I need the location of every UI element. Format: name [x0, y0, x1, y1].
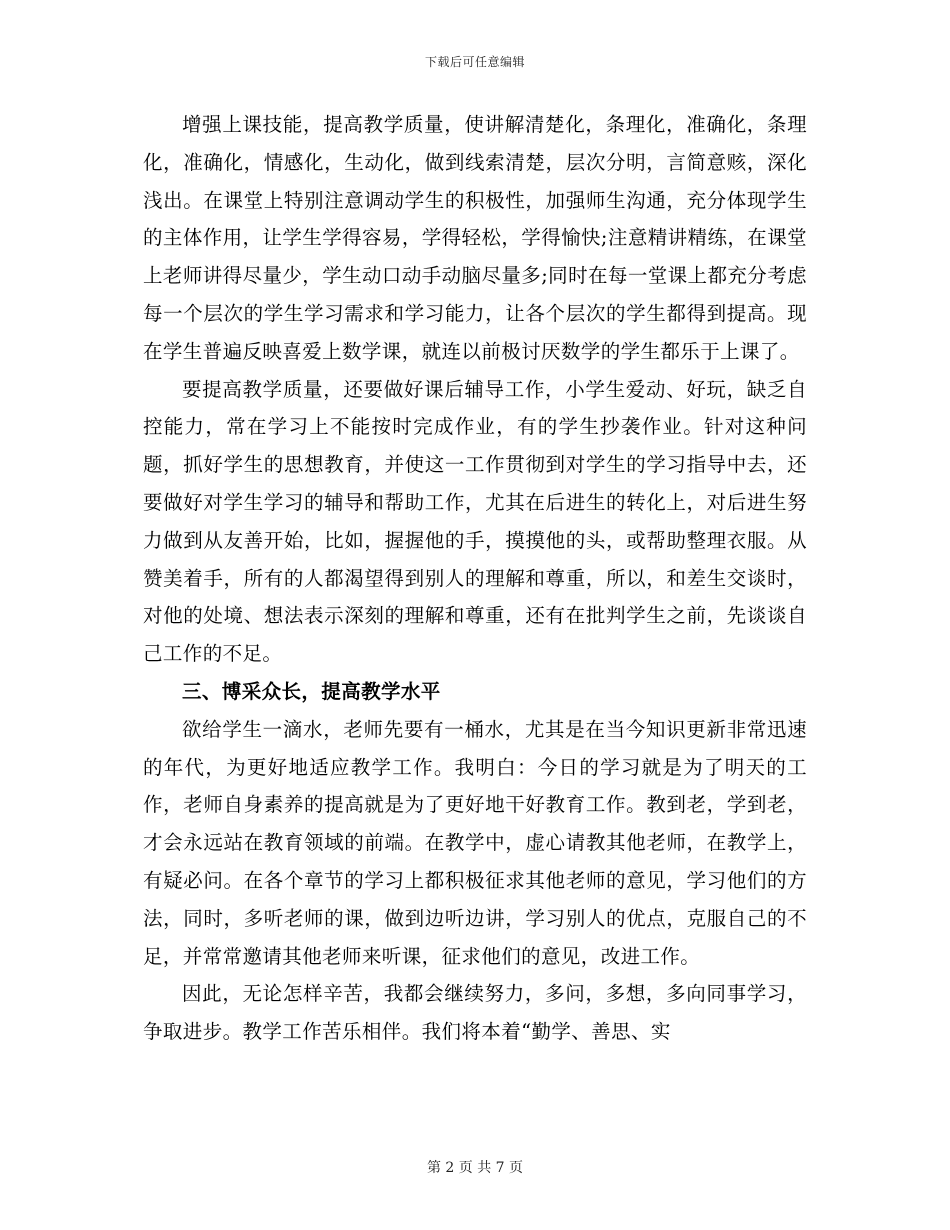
document-body — [143, 106, 807, 1051]
paragraph-conclusion: 因此，无论怎样辛苦，我都会继续努力，多问，多想，多向同事学习，争取进步。教学工作苦乐相伴。我们将本着“勤学、善思、实 — [143, 982, 807, 1044]
page-header: 下载后可任意编辑 — [424, 55, 525, 69]
paragraph-teaching-skills: 增强上课技能，提高教学质量，使讲解清楚化，条理化，准确化，条理化，准确化，情感化，生动化，做到线索清楚，层次分明，言简意赅，深化浅出。在课堂上特别注意调动学生的积极性，加强师生沟通，充分体现学生的主体作用，让学生学得容易，学得轻松，学得愉快;注意精讲精练，在课堂上老师讲得尽量少，学生动口动手动脑尽量多;同时在每一堂课上都充分考虑每一个层次的学生学习需求和学习能力，让各个层次的学生都得到提高。现在学生普遍反映喜爱上数学课，就连以前极讨厌数学的学生都乐于上课了。 — [143, 113, 807, 363]
page-footer: 第 2 页 共 7 页 — [426, 1160, 524, 1176]
paragraph-after-class-tutoring: 要提高教学质量，还要做好课后辅导工作，小学生爱动、好玩，缺乏自控能力，常在学习上不能按时完成作业，有的学生抄袭作业。针对这种问题，抓好学生的思想教育，并使这一工作贯彻到对学生的学习指导中去，还要做好对学生学习的辅导和帮助工作，尤其在后进生的转化上，对后进生努力做到从友善开始，比如，握握他的手，摸摸他的头，或帮助整理衣服。从赞美着手，所有的人都渴望得到别人的理解和尊重，所以，和差生交谈时，对他的处境、想法表示深刻的理解和尊重，还有在批判学生之前，先谈谈自己工作的不足。 — [143, 377, 807, 666]
paragraph-learning-from-others: 欲给学生一滴水，老师先要有一桶水，尤其是在当今知识更新非常迅速的年代，为更好地适应教学工作。我明白：今日的学习就是为了明天的工作，老师自身素养的提高就是为了更好地干好教育工作。教到老，学到老，才会永远站在教育领域的前端。在教学中，虚心请教其他老师，在教学上，有疑必问。在各个章节的学习上都积极征求其他老师的意见，学习他们的方法，同时，多听老师的课，做到边听边讲，学习别人的优点，克服自己的不足，并常常邀请其他老师来听课，征求他们的意见，改进工作。 — [143, 717, 807, 968]
section-heading: 三、博采众长，提高教学水平 — [182, 679, 441, 703]
